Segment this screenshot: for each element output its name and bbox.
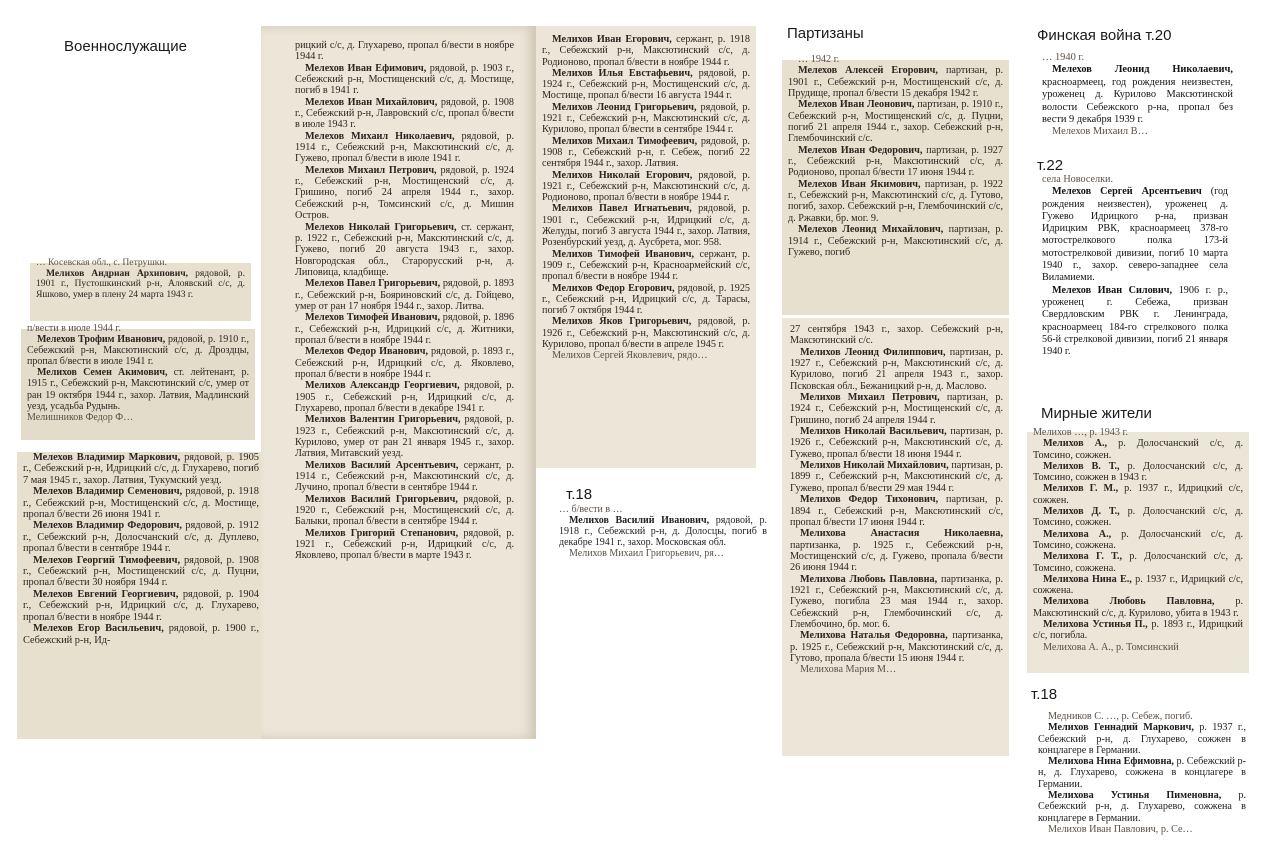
record-text: рядовой, р. 1905 г., Себежский р-н, Идрицкий с/с, д. Глухарево, погиб 7 мая 1945 г., захор. Латвия, Тукумский уезд.	[23, 452, 259, 486]
record-text: р. Долосчанский с/с, д. Томсино, сожжен.	[1033, 438, 1244, 461]
fragment-line: Мелихов Иван Павлович, р. Се…	[1048, 823, 1193, 835]
record-text: рядовой, р. 1901 г., Себежский р-н, Идрицкий с/с, д. Желуды, погиб 3 августа 1944 г., захор. Латвия, Розенбурский уезд, д. Аусбрета, мог. 958.	[542, 203, 750, 249]
record-entry	[790, 426, 1003, 460]
record-text: рядовой, р. 1910 г., Себежский р-н, Максютинский с/с, д. Дроздцы, пропал б/вести в июле 1941 г.	[27, 334, 250, 368]
record-text: партизан, р. 1922 г., Себежский р-н, Максютинский с/с, д. Гутово, погиб, захор. Себежский р-н, Глембочинский с/с, д. Ржавки, бр. мог. 9.	[788, 178, 1003, 224]
record-text: р. Себежский р-н, д. Глухарево, сожжена в концлагере в Германии.	[1038, 756, 1247, 790]
record-text: ст. лейтенант, р. 1915 г., Себежский р-н, Максютинский с/с, умер от ран 19 октября 1944 г., захор. Латвия, Мадлинский уезд, усадьба Рудынь.	[27, 367, 249, 412]
record-text: р. 1937 г., Идрицкий с/с, сожжен.	[1033, 483, 1243, 506]
record-name: Мелехов Павел Григорьевич,	[305, 278, 441, 290]
record-entry	[295, 63, 514, 97]
record-text: р. 1937 г., Себежский р-н, д. Глухарево, сожжен в концлагере в Германии.	[1038, 722, 1247, 756]
scan-book-page-right	[536, 26, 756, 468]
record-text: (год рождения неизвестен), уроженец д. Гужево Идрицкого р-на, призван Идрицким РВК, красноармеец 378-го мотострелкового полка 173-й мотострелковой дивизии, погиб 10 марта 1940 г., захор. северо-западнее села Виламиеми.	[1042, 186, 1228, 284]
record-name: Мелихова Устинья Пименовна,	[1048, 790, 1222, 802]
record-text: р. Долосчанский с/с, д. Томсино, сожжена.	[1033, 551, 1243, 574]
record-entry	[295, 380, 514, 414]
record-name: Мелихов Павел Игнатьевич,	[552, 203, 692, 215]
record-name: Мелихова Анастасия Николаевна,	[800, 528, 1003, 540]
record-entry	[295, 494, 514, 528]
record-name: Мелихов Геннадий Маркович,	[1048, 722, 1194, 734]
scan-finnish-war-1	[1040, 52, 1235, 138]
record-name: Мелихова Г. Т.,	[1043, 551, 1123, 563]
record-name: Мелихова Нина Ефимовна,	[1048, 756, 1174, 768]
label-vol18-a: т.18	[566, 486, 593, 503]
record-text: р. Долосчанский с/с, д. Томсино, сожжен.	[1033, 506, 1244, 529]
record-entry	[788, 99, 1003, 144]
record-entry	[790, 460, 1003, 494]
record-entry	[295, 414, 514, 459]
fragment-line: Мелихов Михаил Григорьевич, ря…	[569, 548, 724, 559]
record-entry	[790, 494, 1003, 528]
fragment-line: … 1940 г.	[1042, 52, 1085, 63]
record-name: Мелехов Иван Ефимович,	[305, 62, 427, 74]
record-entry	[790, 528, 1003, 573]
scan-partisans-2	[782, 318, 1009, 756]
record-entry	[295, 278, 514, 312]
scan-civilians-1	[1027, 427, 1249, 673]
record-entry	[295, 222, 514, 279]
record-name: Мелехов Иван Силович,	[1052, 284, 1173, 296]
record-name: Мелехов Владимир Федорович,	[33, 520, 183, 532]
record-text: рядовой, р. 1893 г., Себежский р-н, Идрицкий с/с, д. Яковлево, пропал б/вести в ноябре 1944 г.	[295, 346, 515, 380]
record-text: рядовой, р. 1896 г., Себежский р-н, Идрицкий с/с, д. Житники, пропал б/вести в ноябре 1944 г.	[295, 312, 514, 346]
record-name: Мелихов Тимофей Иванович,	[552, 248, 695, 260]
record-entry	[542, 68, 750, 102]
record-text: р. Себежский р-н, д. Глухарево, сожжена в концлагере в Германии.	[1038, 790, 1247, 824]
record-name: Мелихова Любовь Павловна,	[1043, 596, 1215, 608]
record-entry	[542, 34, 750, 68]
scan-clip-military-2	[21, 323, 255, 440]
record-text: партизан, р. 1926 г., Себежский р-н, Максютинский с/с, д. Гужево, пропал б/вести 18 июня 1944 г.	[790, 426, 1003, 460]
record-name: Мелихов Александр Георгиевич,	[305, 380, 460, 392]
fragment-line: … Косевская обл., с. Петрушки.	[36, 257, 167, 268]
record-entry	[1033, 506, 1243, 529]
record-entry	[1033, 574, 1243, 597]
record-text: р. Долосчанский с/с, д. Томсино, сожжен в 1943 г.	[1033, 460, 1243, 484]
record-text: рядовой, р. 1918 г., Себежский р-н, Мостищенский с/с, д. Мостище, пропал б/вести 26 июня 1941 г.	[23, 486, 260, 521]
label-partisans: Партизаны	[787, 25, 864, 42]
record-text: рядовой, р. 1926 г., Себежский р-н, Максютинский с/с, д. Курилово, пропал б/вести в апреле 1945 г.	[542, 316, 750, 351]
fragment-line: п/вести в июле 1944 г.	[27, 323, 121, 334]
record-text: рядовой, р. 1921 г., Себежский р-н, Максютинский с/с, д. Курилово, пропал б/вести в сентябре 1944 г.	[542, 101, 751, 136]
fragment-line: 27 сентября 1943 г., захор. Себежский р-н, Максютинский с/с.	[790, 324, 1003, 347]
scan-book-page-left	[261, 26, 536, 739]
record-entry	[295, 528, 514, 562]
record-entry	[790, 574, 1003, 631]
record-entry	[1042, 285, 1228, 359]
record-entry	[542, 316, 750, 350]
fragment-line: Мелишников Федор Ф…	[27, 411, 134, 423]
record-name: Мелихов Леонид Филиппович,	[800, 346, 946, 358]
record-text: партизан, р. 1914 г., Себежский р-н, Максютинский с/с, д. Гужево, погиб	[788, 224, 1003, 258]
record-entry	[295, 97, 514, 131]
record-entry	[23, 589, 259, 623]
record-text: рядовой, р. 1924 г., Себежский р-н, Мостищенский с/с, д. Мостище, пропал б/вести 16 августа 1944 г.	[542, 67, 750, 102]
record-text: рядовой, р. 1918 г., Себежский р-н, д. Долосцы, погиб в декабре 1941 г., захор. Московская обл.	[559, 515, 767, 548]
record-name: Мелехов Егор Васильевич,	[33, 623, 164, 635]
record-text: сержант, р. 1914 г., Себежский р-н, Максютинский с/с, д. Лучино, пропал б/вести в сентябре 1944 г.	[295, 459, 514, 494]
fragment-line: Мелихова А. А., р. Томсинский	[1043, 641, 1179, 653]
record-text: партизан, р. 1927 г., Себежский р-н, Максютинский с/с, д. Курилово, погиб 21 апреля 1943 г., захор. Псковская обл., Бежаницкий р-н, д. Маслово.	[790, 346, 1003, 392]
record-entry	[295, 346, 514, 380]
record-text: 1906 г. р., уроженец г. Себежа, призван Свердловским РВК г. Ленинграда, красноармеец 184-го стрелкового полка 56-й стрелковой дивизии, погиб 21 января 1940 г.	[1042, 284, 1228, 358]
record-text: партизанка, р. 1921 г., Себежский р-н, Максютинский с/с, д. Гужево, погибла 23 мая 1944 г., захор. Себежский р-н, Глембочинский с/с, д. Глембочино, бр. мог. 6.	[790, 573, 1004, 630]
record-text: рядовой, р. 1908 г., Себежский р-н, г. Себеж, погиб 22 сентября 1944 г., захор. Латвия.	[542, 135, 751, 170]
record-entry	[1038, 722, 1246, 756]
record-name: Мелихов Илья Евстафьевич,	[552, 67, 693, 79]
record-entry	[788, 224, 1003, 258]
record-entry	[23, 555, 259, 589]
record-entry	[23, 452, 259, 486]
record-name: Мелихов Семен Акимович,	[37, 367, 168, 379]
record-entry	[1033, 596, 1243, 619]
record-entry	[1033, 619, 1243, 642]
record-entry	[1033, 461, 1243, 484]
record-entry	[295, 165, 514, 222]
record-text: партизан, р. 1910 г., Себежский р-н, Мостищенский с/с, д. Пуцни, погиб 21 апреля 1944 г., захор. Себежский р-н, Глембочинский с/с.	[788, 99, 1003, 145]
record-entry	[559, 515, 767, 548]
record-name: Мелихов Яков Григорьевич,	[552, 316, 692, 328]
scan-clip-vol18-a	[555, 504, 771, 570]
record-name: Мелихова Любовь Павловна,	[800, 573, 938, 585]
record-name: Мелехов Тимофей Иванович,	[305, 312, 441, 324]
record-text: рядовой, р. 1923 г., Себежский р-н, Максютинский с/с, д. Курилово, умер от ран 21 января 1945 г., захор. Латвия, Митавский уезд.	[295, 414, 515, 460]
record-text: рядовой, р. 1921 г., Себежский р-н, Идрицкий с/с, д. Яковлево, пропал б/вести в марте 1943 г.	[295, 527, 514, 562]
fragment-line: села Новоселки.	[1042, 174, 1114, 185]
record-entry	[788, 65, 1003, 99]
record-entry	[23, 623, 259, 646]
record-entry	[23, 520, 259, 554]
record-text: партизанка, р. 1925 г., Себежский р-н, Максютинский с/с, д. Гутово, пропала б/вести 15 июня 1944 г.	[790, 630, 1004, 664]
record-entry	[790, 347, 1003, 392]
record-text: рядовой, р. 1901 г., Пустошкинский р-н, Алоявский с/с, д. Яшково, умер в плену 24 марта 1943 г.	[36, 267, 245, 300]
record-name: Мелехов Трофим Иванович,	[37, 334, 166, 346]
scan-clip-military-1	[30, 257, 251, 321]
record-entry	[27, 334, 249, 367]
record-entry	[542, 249, 750, 283]
scan-clip-military-3	[17, 452, 265, 739]
record-text: сержант, р. 1918 г., Себежский р-н, Максютинский с/с, д. Родионово, пропал б/вести в ноябре 1944 г.	[542, 34, 750, 68]
record-name: Мелехов Иван Михайлович,	[305, 96, 438, 108]
record-entry	[1033, 438, 1243, 461]
record-name: Мелехов Иван Якимович,	[798, 178, 921, 190]
record-entry	[1038, 790, 1246, 824]
record-name: Мелихов Григорий Степанович,	[305, 527, 459, 539]
record-text: партизан, р. 1924 г., Себежский р-н, Мостищенский с/с, д. Гришино, погиб 24 апреля 1944 г.	[790, 392, 1003, 426]
scan-partisans-1	[782, 54, 1009, 315]
scan-finnish-war-2	[1040, 174, 1230, 383]
label-vol18-b: т.18	[1031, 686, 1058, 703]
record-entry	[788, 145, 1003, 179]
record-name: Мелихов Д. Т.,	[1043, 506, 1120, 518]
label-civilians: Мирные жители	[1041, 405, 1152, 422]
record-entry	[1033, 529, 1243, 552]
record-text: рядовой, р. 1914 г., Себежский р-н, Максютинский с/с, д. Гужево, пропал б/вести в июле 1941 г.	[295, 130, 515, 165]
record-text: р. 1893 г., Идрицкий с/с, погибла.	[1033, 619, 1244, 642]
record-entry	[1038, 756, 1246, 790]
record-name: Мелехов Леонид Михайлович,	[798, 224, 944, 236]
record-entry	[542, 136, 750, 170]
record-name: Мелехов Иван Леонович,	[798, 99, 915, 111]
record-text: р. 1937 г., Идрицкий с/с, сожжена.	[1033, 573, 1244, 597]
record-text: рядовой, р. 1905 г., Себежский р-н, Идрицкий с/с, д. Глухарево, пропал б/вести в декабре 1941 г.	[295, 380, 515, 414]
record-name: Мелихов Василий Арсентьевич,	[305, 459, 459, 471]
record-text: партизан, р. 1899 г., Себежский р-н, Максютинский с/с, д. Гужево, пропал б/вести 29 мая 1944 г.	[790, 460, 1003, 494]
record-text: р. Долосчанский с/с, д. Томсино, сожжена.	[1033, 528, 1244, 551]
record-text: ст. сержант, р. 1922 г., Себежский р-н, Максютинский с/с, д. Гужево, погиб 20 августа 1943 г., захор. Новгородская обл., Старорусский р-н, д. Липовица, кладбище.	[295, 221, 514, 278]
record-text: рядовой, р. 1920 г., Себежский р-н, Мостищенский с/с, д. Балыки, пропал б/вести в сентябре 1944 г.	[295, 493, 515, 528]
record-name: Мелихова Нина Е.,	[1043, 573, 1132, 585]
record-name: Мелехов Иван Федорович,	[798, 144, 923, 156]
record-text: рядовой, р. 1921 г., Себежский р-н, Максютинский с/с, д. Родионово, пропал б/вести в ноябре 1944 г.	[542, 169, 751, 204]
record-entry	[295, 312, 514, 346]
record-entry	[36, 269, 245, 301]
record-name: Мелехов Николай Григорьевич,	[305, 221, 457, 233]
record-text: р. Максютинский с/с, д. Курилово, убита в 1943 г.	[1033, 596, 1243, 619]
record-text: сержант, р. 1909 г., Себежский р-н, Красноармейский с/с, пропал б/вести в ноябре 1944 г.	[542, 248, 750, 283]
fragment-line: Мелихов …, р. 1943 г.	[1033, 427, 1129, 438]
record-name: Мелехов Леонид Николаевич,	[1052, 64, 1233, 76]
record-name: Мелехов Евгений Георгиевич,	[33, 588, 179, 600]
record-name: Мелихов Василий Иванович,	[569, 515, 710, 526]
fragment-line: … 1942 г.	[798, 54, 840, 65]
record-text: рядовой, р. 1912 г., Себежский р-н, Долосчанский с/с, д. Дуплево, пропал б/вести в сентябре 1944 г.	[23, 520, 259, 555]
record-text: партизанка, р. 1925 г., Себежский р-н, Мостищенский с/с, д. Гужево, пропала б/вести 26 июня 1944 г.	[790, 539, 1003, 574]
record-name: Мелехов Владимир Семенович,	[33, 486, 183, 498]
record-name: Мелихов В. Т.,	[1043, 460, 1120, 472]
record-name: Мелихов Андриан Архипович,	[46, 267, 189, 279]
record-text: рядовой, р. 1903 г., Себежский р-н, Мостищенский с/с, д. Мостище, погиб в 1941 г.	[295, 62, 515, 97]
fragment-line: … б/вести в …	[559, 504, 623, 515]
record-name: Мелихов А.,	[1043, 438, 1108, 450]
record-entry	[23, 486, 259, 520]
record-text: партизан, р. 1927 г., Себежский р-н, Максютинский с/с, д. Родионово, пропал б/вести 17 июня 1944 г.	[788, 144, 1003, 179]
record-name: Мелихов Василий Григорьевич,	[305, 493, 458, 505]
record-name: Мелихов Николай Михайлович,	[800, 460, 949, 472]
record-name: Мелихова А.,	[1043, 528, 1112, 540]
record-entry	[1042, 64, 1233, 126]
record-name: Мелехов Михаил Петрович,	[305, 164, 437, 176]
record-name: Мелихов Иван Егорович,	[552, 34, 672, 45]
record-text: рядовой, р. 1908 г., Себежский р-н, Мостищенский с/с, д. Пуцни, пропал б/вести 30 ноября 1944 г.	[23, 554, 260, 589]
fragment-line: Медников С. …, р. Себеж, погиб.	[1048, 711, 1193, 722]
record-name: Мелихов Михаил Петрович,	[800, 392, 940, 404]
record-text: рядовой, р. 1908 г., Себежский р-н, Лавровский с/с, пропал б/вести в июле 1943 г.	[295, 96, 515, 131]
record-name: Мелихова Устинья П.,	[1043, 619, 1148, 631]
record-name: Мелихов Федор Тихонович,	[800, 494, 939, 506]
record-name: Мелихов Николай Васильевич,	[800, 426, 947, 438]
record-name: Мелихов Михаил Тимофеевич,	[552, 135, 698, 147]
record-name: Мелихов Федор Егорович,	[552, 282, 675, 294]
record-name: Мелехов Владимир Маркович,	[33, 452, 181, 463]
label-finnish-war: Финская война т.20	[1037, 27, 1172, 44]
fragment-line: рицкий с/с, д. Глухарево, пропал б/вести в ноябре 1944 г.	[295, 40, 514, 63]
label-vol22: т.22	[1037, 157, 1064, 174]
record-name: Мелихов Леонид Григорьевич,	[552, 101, 697, 113]
fragment-line: Мелихов Сергей Яковлевич, рядо…	[552, 350, 708, 362]
record-entry	[790, 392, 1003, 426]
record-name: Мелехов Михаил Николаевич,	[305, 130, 455, 142]
record-entry	[295, 460, 514, 494]
record-name: Мелехов Георгий Тимофеевич,	[33, 554, 181, 566]
record-entry	[790, 630, 1003, 664]
record-entry	[542, 170, 750, 204]
record-name: Мелихов Валентин Григорьевич,	[305, 414, 461, 426]
record-entry	[295, 131, 514, 165]
record-entry	[542, 203, 750, 248]
record-text: рядовой, р. 1924 г., Себежский р-н, Мостищенский с/с, д. Гришино, погиб 24 апреля 1944 г., захор. Себежский р-н, Томсинский с/с, д. Мишин Остров.	[295, 164, 514, 222]
record-text: красноармеец, год рождения неизвестен, уроженец д. Курилово Максютинской волости Себежского р-на, пропал без вести 9 декабря 1939 г.	[1042, 76, 1233, 126]
scan-civilians-2	[1034, 711, 1250, 835]
label-military: Военнослужащие	[64, 38, 187, 55]
record-entry	[1042, 186, 1228, 284]
record-text: рядовой, р. 1900 г., Себежский р-н, Ид-	[23, 623, 260, 646]
record-entry	[27, 367, 249, 411]
record-name: Мелихова Наталья Федоровна,	[800, 630, 948, 642]
record-entry	[1033, 483, 1243, 506]
record-name: Мелехов Сергей Арсентьевич	[1052, 186, 1202, 198]
record-name: Мелихов Г. М.,	[1043, 483, 1119, 495]
record-text: партизан, р. 1894 г., Себежский р-н, Максютинский с/с, пропал б/вести 17 июня 1944 г.	[790, 494, 1003, 528]
fragment-line: Мелихова Мария М…	[800, 664, 897, 676]
record-text: рядовой, р. 1904 г., Себежский р-н, Идрицкий с/с, д. Глухарево, пропал б/вести в ноябре 1944 г.	[23, 588, 260, 623]
record-name: Мелехов Федор Иванович,	[305, 346, 429, 358]
record-entry	[542, 283, 750, 317]
record-text: рядовой, р. 1893 г., Себежский р-н, Бояриновский с/с, д. Гойцево, умер от ран 17 ноября 1944 г., захор. Литва.	[295, 278, 515, 312]
record-name: Мелихов Николай Егорович,	[552, 169, 693, 181]
record-text: партизан, р. 1901 г., Себежский р-н, Мостищенский с/с, д. Прудище, пропал б/вести 15 декабря 1942 г.	[788, 65, 1004, 100]
record-text: рядовой, р. 1925 г., Себежский р-н, Идрицкий с/с, д. Тарасы, погиб 7 октября 1944 г.	[542, 282, 751, 317]
record-entry	[1033, 551, 1243, 574]
record-entry	[788, 179, 1003, 224]
record-name: Мелехов Алексей Егорович,	[798, 65, 938, 77]
record-entry	[542, 102, 750, 136]
fragment-line: Мелехов Михаил В…	[1052, 126, 1149, 138]
